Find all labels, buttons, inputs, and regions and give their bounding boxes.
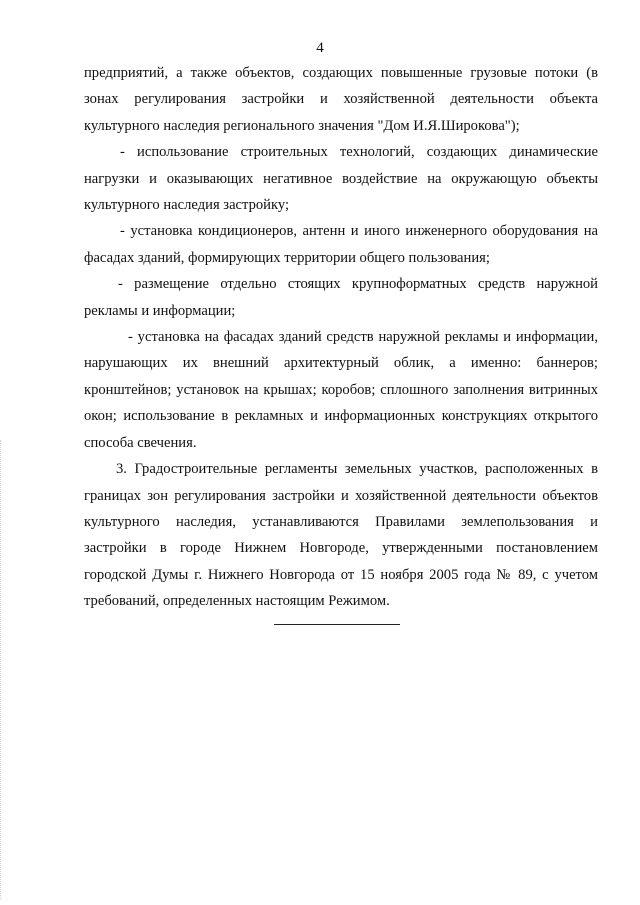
list-item-construction-technologies: - использование строительных технологий, создающих динамические нагрузки и оказывающих негативное воздействие на окружающую объекты культурного наследия застройку;	[84, 144, 598, 214]
page-number: 4	[316, 40, 324, 56]
document-body	[84, 60, 598, 615]
paragraph-urban-regulations: 3. Градостроительные регламенты земельных участков, расположенных в границах зон регулирования застройки и хозяйственной деятельности объектов культурного наследия, устанавливаются Правилами землепользования и застройки в городе Нижнем Новгороде, утвержденными постановлением городской Думы г. Нижнего Новгорода от 15 ноября 2005 года № 89, с учетом требований, определенных настоящим Режимом.	[84, 461, 598, 610]
scan-edge-marks	[0, 440, 4, 900]
closing-divider-line	[274, 624, 400, 625]
paragraph-continuation: предприятий, а также объектов, создающих повышенные грузовые потоки (в зонах регулирования застройки и хозяйственной деятельности объекта культурного наследия регионального значения "Дом И.Я.Широкова");	[84, 65, 598, 134]
list-item-air-conditioners: - установка кондиционеров, антенн и иного инженерного оборудования на фасадах зданий, формирующих территории общего пользования;	[84, 223, 598, 266]
list-item-standalone-advertising: - размещение отдельно стоящих крупноформатных средств наружной рекламы и информации;	[84, 276, 598, 319]
list-item-facade-advertising: - установка на фасадах зданий средств наружной рекламы и информации, нарушающих их внешний архитектурный облик, а именно: баннеров; кронштейнов; установок на крышах; коробов; сплошного заполнения витринных окон; использование в рекламных и информационных конструкциях открытого способа свечения.	[84, 329, 598, 451]
